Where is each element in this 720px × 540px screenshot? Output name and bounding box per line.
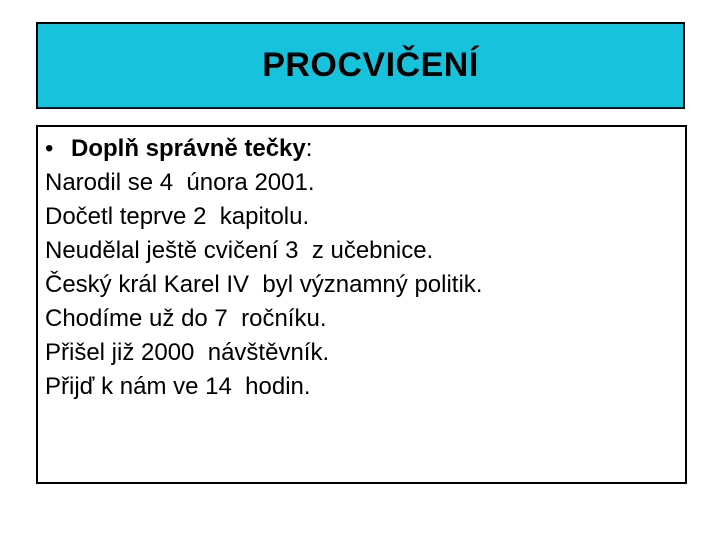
title-banner	[36, 22, 685, 109]
slide-title: PROCVIČENÍ	[262, 46, 479, 84]
exercise-sentence: Narodil se 4 února 2001.	[45, 169, 315, 196]
exercise-sentence: Dočetl teprve 2 kapitolu.	[45, 203, 310, 230]
task-instruction	[45, 132, 685, 166]
exercise-sentence: Neudělal ještě cvičení 3 z učebnice.	[45, 237, 434, 264]
exercise-sentence: Přijď k nám ve 14 hodin.	[45, 373, 311, 400]
exercise-box	[36, 125, 687, 484]
bullet-icon: •	[45, 135, 54, 162]
exercise-sentence: Český král Karel IV byl významný politik.	[45, 271, 483, 298]
instruction-colon: :	[305, 135, 313, 162]
exercise-sentence: Přišel již 2000 návštěvník.	[45, 339, 330, 366]
exercise-sentence: Chodíme už do 7 ročníku.	[45, 305, 327, 332]
instruction-text: Doplň správně tečky	[71, 135, 306, 162]
